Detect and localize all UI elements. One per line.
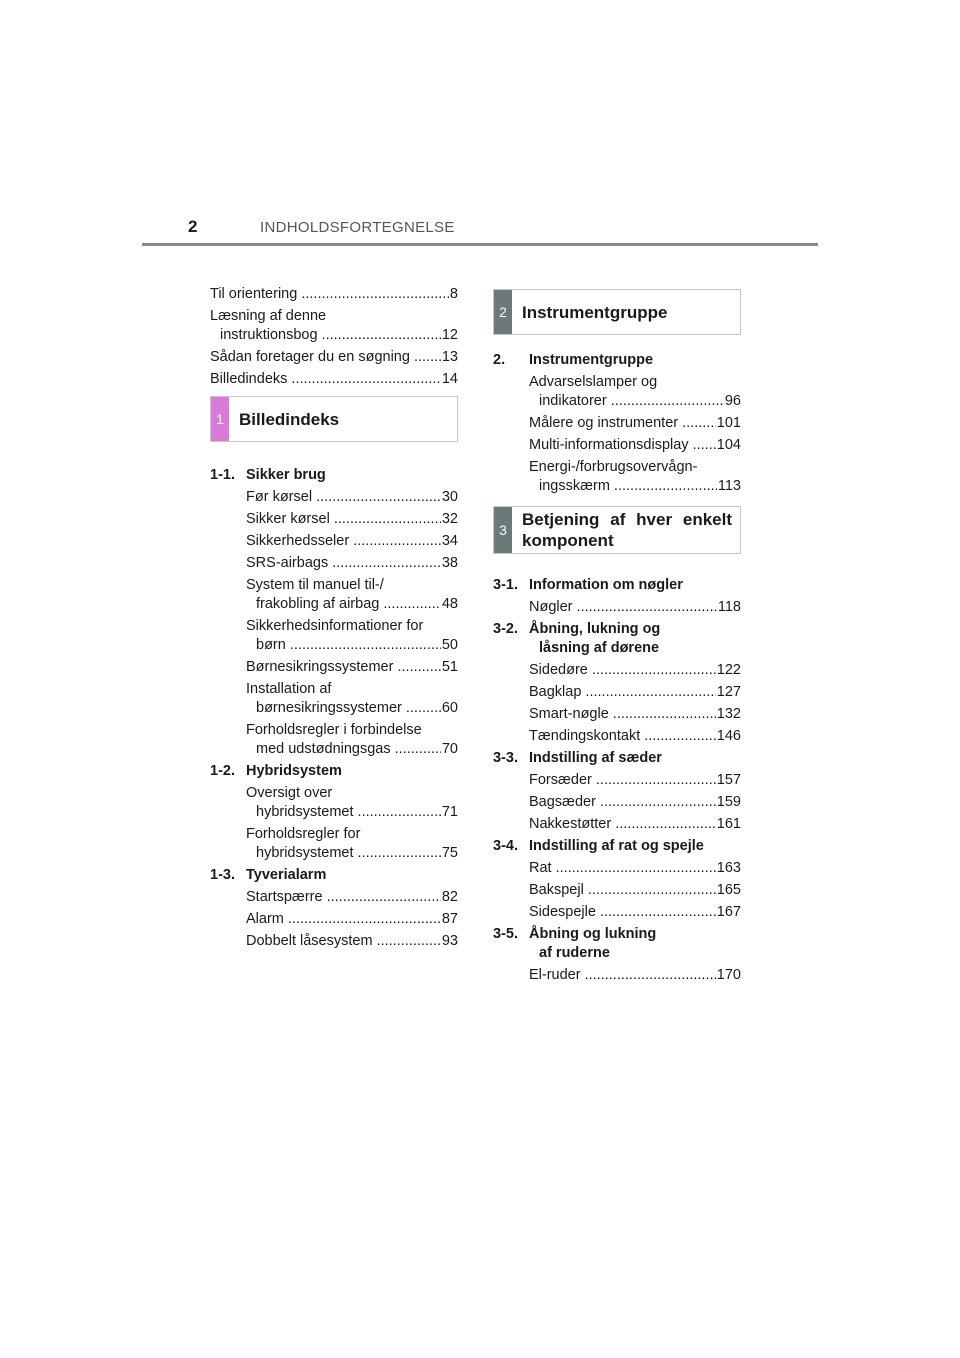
- section-1-1[interactable]: 1-1. Sikker brug: [210, 467, 326, 483]
- chapter-1-title: Billedindeks: [239, 409, 340, 429]
- chapter-2-box[interactable]: [493, 289, 741, 335]
- toc-entry[interactable]: Børnesikringssystemer ..... 51: [246, 658, 458, 677]
- toc-entry[interactable]: Billedindeks ..... 14: [210, 370, 458, 389]
- toc-entry[interactable]: Nakkestøtter ..... 161: [529, 815, 741, 834]
- toc-entry[interactable]: Sikkerhedsseler ..... 34: [246, 532, 458, 551]
- section-1-3[interactable]: 1-3. Tyverialarm: [210, 867, 327, 883]
- chapter-1-tab: 1: [211, 397, 229, 441]
- page-number: 2: [188, 217, 198, 236]
- toc-entry[interactable]: Rat ..... 163: [529, 859, 741, 878]
- toc-entry[interactable]: El-ruder ..... 170: [529, 966, 741, 985]
- toc-entry[interactable]: System til manuel til-/ frakobling af airbag ..... 48: [246, 576, 458, 614]
- toc-entry[interactable]: Bagsæder ..... 159: [529, 793, 741, 812]
- toc-entry[interactable]: Forholdsregler i forbindelse med udstødningsgas ..... 70: [246, 721, 458, 759]
- toc-entry[interactable]: Startspærre ..... 82: [246, 888, 458, 907]
- toc-entry[interactable]: Sidespejle ..... 167: [529, 903, 741, 922]
- toc-entry[interactable]: Målere og instrumenter ..... 101: [529, 414, 741, 433]
- toc-right-column: [493, 289, 741, 988]
- toc-left-column: [210, 285, 458, 954]
- section-1-2[interactable]: 1-2. Hybridsystem: [210, 763, 342, 779]
- page-header: [142, 216, 818, 244]
- chapter-2-title: Instrumentgruppe: [522, 302, 668, 322]
- toc-entry[interactable]: Sidedøre ..... 122: [529, 661, 741, 680]
- chapter-3-tab: 3: [494, 507, 512, 553]
- section-3-5[interactable]: 3-5. Åbning og lukning af ruderne: [493, 926, 657, 961]
- toc-entry[interactable]: Sikker kørsel ..... 32: [246, 510, 458, 529]
- toc-entry[interactable]: Nøgler ..... 118: [529, 598, 741, 617]
- section-3-3[interactable]: 3-3. Indstilling af sæder: [493, 750, 662, 766]
- header-rule: [142, 243, 818, 246]
- toc-entry[interactable]: Sikkerhedsinformationer for børn ..... 50: [246, 617, 458, 655]
- toc-entry[interactable]: Læsning af denne instruktionsbog ..... 12: [210, 307, 458, 345]
- toc-entry[interactable]: Bagklap ..... 127: [529, 683, 741, 702]
- section-3-1[interactable]: 3-1. Information om nøgler: [493, 577, 683, 593]
- toc-entry[interactable]: Advarselslamper og indikatorer ..... 96: [529, 373, 741, 411]
- toc-entry[interactable]: SRS-airbags ..... 38: [246, 554, 458, 573]
- chapter-2-tab: 2: [494, 290, 512, 334]
- toc-entry[interactable]: Installation af børnesikringssystemer ..... 60: [246, 680, 458, 718]
- toc-entry[interactable]: Før kørsel ..... 30: [246, 488, 458, 507]
- section-2[interactable]: 2. Instrumentgruppe: [493, 352, 654, 368]
- toc-entry[interactable]: Multi-informationsdisplay ..... 104: [529, 436, 741, 455]
- chapter-3-title: Betjening af hver enkelt komponent: [522, 510, 732, 550]
- toc-entry[interactable]: Energi-/forbrugsovervågn- ingsskærm ..... 113: [529, 458, 741, 496]
- toc-entry[interactable]: Oversigt over hybridsystemet ..... 71: [246, 784, 458, 822]
- toc-entry[interactable]: Smart-nøgle ..... 132: [529, 705, 741, 724]
- toc-entry[interactable]: Forholdsregler for hybridsystemet ..... 75: [246, 825, 458, 863]
- header-title: INDHOLDSFORTEGNELSE: [260, 219, 455, 236]
- toc-entry[interactable]: Til orientering ..... 8: [210, 285, 458, 304]
- toc-entry[interactable]: Alarm ..... 87: [246, 910, 458, 929]
- toc-entry[interactable]: Bakspejl ..... 165: [529, 881, 741, 900]
- toc-entry[interactable]: Sådan foretager du en søgning ..... 13: [210, 348, 458, 367]
- section-3-2[interactable]: 3-2. Åbning, lukning og låsning af dørene: [493, 621, 661, 656]
- toc-entry[interactable]: Forsæder ..... 157: [529, 771, 741, 790]
- toc-entry[interactable]: Dobbelt låsesystem ..... 93: [246, 932, 458, 951]
- section-3-4[interactable]: 3-4. Indstilling af rat og spejle: [493, 838, 704, 854]
- chapter-1-box[interactable]: [210, 396, 458, 442]
- chapter-3-box[interactable]: [493, 506, 741, 554]
- toc-entry[interactable]: Tændingskontakt ..... 146: [529, 727, 741, 746]
